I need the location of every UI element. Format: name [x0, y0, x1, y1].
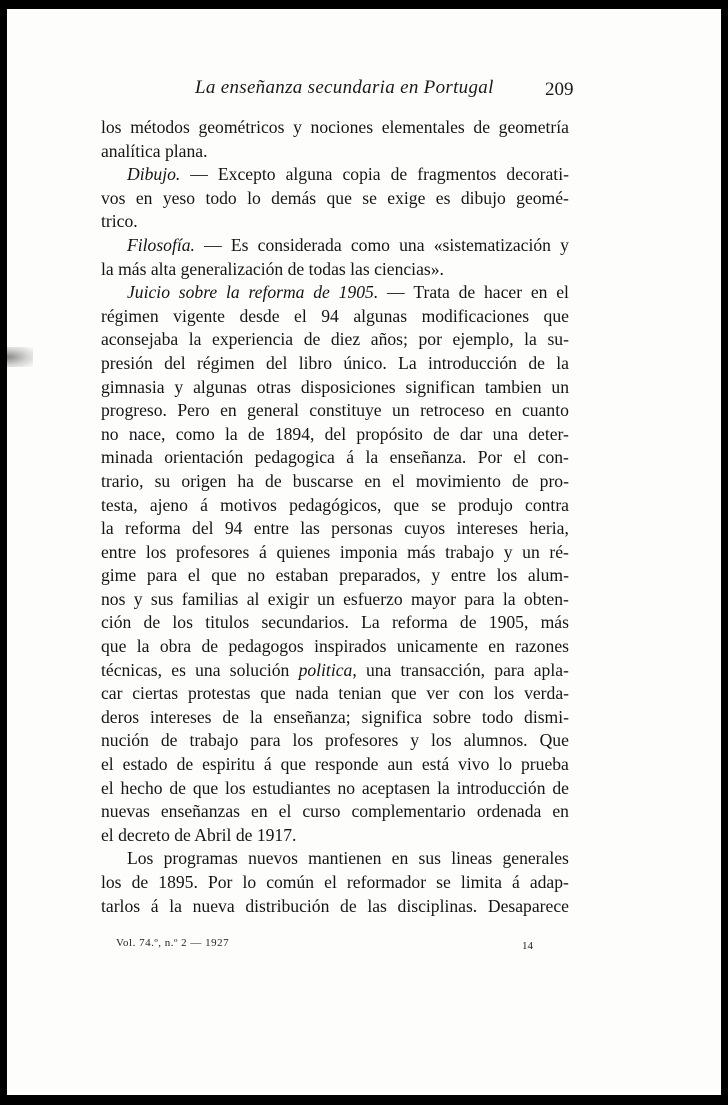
text-line: vos en yeso todo lo demás que se exige es dibujo geomé-	[101, 187, 569, 208]
text-line: minada orientación pedagogica á la enseñanza. Por el con-	[101, 447, 569, 468]
text-line: trico.	[101, 211, 138, 232]
text-line: trario, su origen ha de buscarse en el movimiento de pro-	[101, 470, 569, 491]
book-page	[7, 9, 721, 1095]
running-title: La enseñanza secundaria en Portugal	[195, 77, 494, 98]
text-line: deros intereses de la enseñanza; significa sobre todo dismi-	[101, 706, 569, 727]
text-line: car ciertas protestas que nada tenian que ver con los verda-	[101, 683, 569, 704]
text-line: analítica plana.	[101, 140, 208, 161]
text-line: el hecho de que los estudiantes no aceptasen la introducción de	[101, 777, 569, 798]
page-header	[7, 77, 721, 107]
text-line: nución de trabajo para los profesores y los alumnos. Que	[101, 730, 569, 751]
text-line: Juicio sobre la reforma de 1905. — Trata de hacer en el	[127, 282, 569, 303]
text-line: presión del régimen del libro único. La introducción de la	[101, 352, 569, 373]
volume-footer: Vol. 74.º, n.º 2 — 1927	[116, 937, 230, 949]
text-line: los de 1895. Por lo común el reformador se limita á adap-	[101, 872, 569, 892]
text-line: la más alta generalización de todas las ciencias».	[101, 258, 444, 279]
text-line: progreso. Pero en general constituye un retroceso en cuanto	[101, 400, 569, 421]
text-line: que la obra de pedagogos inspirados unicamente en razones	[101, 636, 569, 657]
text-line: el estado de espiritu á que responde aun está vivo lo prueba	[101, 754, 569, 775]
page-number: 209	[545, 79, 574, 100]
text-line: nos y sus familias al exigir un esfuerzo mayor para la obten-	[101, 588, 569, 609]
page-footer	[7, 937, 721, 957]
text-line: la reforma del 94 entre las personas cuyos intereses heria,	[101, 518, 569, 539]
body-text	[101, 116, 569, 918]
text-line: los métodos geométricos y nociones elementales de geometría	[101, 117, 569, 137]
text-line: no nace, como la de 1894, del propósito de dar una deter-	[101, 423, 569, 444]
text-line: el decreto de Abril de 1917.	[101, 824, 297, 845]
text-line: entre los profesores á quienes imponia más trabajo y un ré-	[101, 541, 569, 562]
text-line: gime para el que no estaban preparados, y entre los alum-	[101, 565, 569, 586]
text-line: aconsejaba la experiencia de diez años; por ejemplo, la su-	[101, 329, 569, 350]
text-line: gimnasia y algunas otras disposiciones significan tambien un	[101, 376, 569, 397]
text-line: testa, ajeno á motivos pedagógicos, que se produjo contra	[101, 494, 569, 515]
text-line: tarlos á la nueva distribución de las disciplinas. Desaparece	[101, 895, 569, 916]
text-line: Dibujo. — Excepto alguna copia de fragmentos decorati-	[127, 164, 569, 185]
text-line: Los programas nuevos mantienen en sus lineas generales	[127, 848, 569, 869]
scan-smudge	[7, 347, 33, 367]
text-line: nuevas enseñanzas en el curso complementario ordenada en	[101, 801, 569, 822]
signature-mark: 14	[522, 940, 533, 952]
text-line: Filosofía. — Es considerada como una «sistematización y	[127, 234, 569, 255]
text-line: técnicas, es una solución politica, una transacción, para apla-	[101, 659, 569, 680]
text-line: régimen vigente desde el 94 algunas modificaciones que	[101, 305, 569, 326]
text-line: ción de los titulos secundarios. La reforma de 1905, más	[101, 612, 569, 633]
